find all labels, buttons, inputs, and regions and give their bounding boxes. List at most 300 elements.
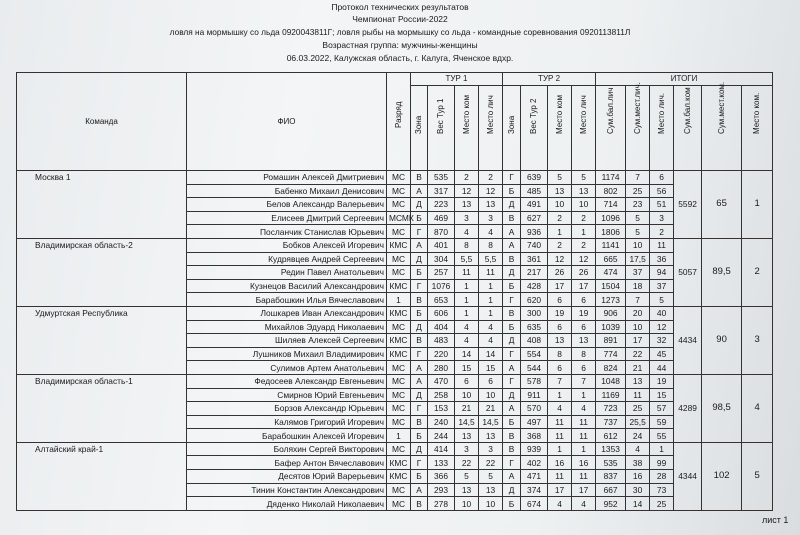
col-sum-ball-kom: Сум.бал.ком <box>674 86 702 171</box>
tour2-ves: 635 <box>521 320 548 334</box>
sum-ball-lich: 1174 <box>596 171 626 185</box>
tour2-mesto-lich: 10 <box>572 198 596 212</box>
tour2-mesto-kom: 10 <box>548 198 572 212</box>
tour1-ves: 1076 <box>428 279 455 293</box>
mesto-lich: 59 <box>650 415 674 429</box>
mesto-lich: 37 <box>650 279 674 293</box>
sum-ball-lich: 1141 <box>596 238 626 252</box>
tour2-zona: А <box>503 361 521 375</box>
tour1-zona: А <box>411 361 428 375</box>
sum-ball-lich: 474 <box>596 266 626 280</box>
tour1-mesto-kom: 11 <box>455 266 479 280</box>
tour1-zona: А <box>411 184 428 198</box>
sum-mest-lich: 13 <box>626 374 650 388</box>
tour2-zona: Г <box>503 347 521 361</box>
tour1-ves: 244 <box>428 429 455 443</box>
tour1-mesto-kom: 4 <box>455 320 479 334</box>
tour2-mesto-lich: 6 <box>572 361 596 375</box>
tour1-ves: 401 <box>428 238 455 252</box>
tour1-ves: 258 <box>428 388 455 402</box>
col-zona-2: Зона <box>503 86 521 171</box>
sum-mest-lich: 17,5 <box>626 252 650 266</box>
tour2-mesto-kom: 4 <box>548 497 572 511</box>
tour1-mesto-lich: 1 <box>479 293 503 307</box>
tour1-mesto-lich: 8 <box>479 238 503 252</box>
player-name: Шиляев Алексей Сергеевич <box>187 334 387 348</box>
sum-ball-lich: 802 <box>596 184 626 198</box>
col-itogi: ИТОГИ <box>596 73 773 86</box>
team-sum-mest: 102 <box>702 442 742 510</box>
player-name: Бобков Алексей Игоревич <box>187 238 387 252</box>
tour2-mesto-lich: 11 <box>572 415 596 429</box>
tour2-ves: 939 <box>521 442 548 456</box>
player-razryad: МС <box>387 266 411 280</box>
sum-mest-lich: 18 <box>626 279 650 293</box>
tour1-mesto-kom: 3 <box>455 442 479 456</box>
team-name: Алтайский край-1 <box>17 442 187 510</box>
tour2-ves: 639 <box>521 171 548 185</box>
player-name: Барабошкин Илья Вячеславович <box>187 293 387 307</box>
player-razryad: МС <box>387 320 411 334</box>
tour2-zona: В <box>503 429 521 443</box>
player-razryad: МС <box>387 388 411 402</box>
tour2-ves: 578 <box>521 374 548 388</box>
tour2-zona: Б <box>503 184 521 198</box>
player-name: Ромашин Алексей Дмитриевич <box>187 171 387 185</box>
tour1-mesto-kom: 13 <box>455 198 479 212</box>
tour1-mesto-lich: 3 <box>479 442 503 456</box>
tour1-ves: 483 <box>428 334 455 348</box>
tour2-mesto-kom: 16 <box>548 456 572 470</box>
tour1-ves: 240 <box>428 415 455 429</box>
player-razryad: МС <box>387 374 411 388</box>
tour1-mesto-kom: 13 <box>455 429 479 443</box>
tour1-ves: 414 <box>428 442 455 456</box>
tour2-zona: Г <box>503 456 521 470</box>
tour1-zona: А <box>411 374 428 388</box>
player-name: Елисеев Дмитрий Сергеевич <box>187 211 387 225</box>
tour2-ves: 485 <box>521 184 548 198</box>
mesto-lich: 36 <box>650 252 674 266</box>
tour1-mesto-lich: 22 <box>479 456 503 470</box>
sum-ball-lich: 667 <box>596 483 626 497</box>
tour2-mesto-lich: 6 <box>572 293 596 307</box>
tour2-mesto-lich: 8 <box>572 347 596 361</box>
sum-ball-lich: 1039 <box>596 320 626 334</box>
sheet-number: лист 1 <box>762 515 789 525</box>
sum-ball-lich: 1169 <box>596 388 626 402</box>
sum-ball-lich: 1504 <box>596 279 626 293</box>
tour1-mesto-lich: 10 <box>479 388 503 402</box>
player-razryad: 1 <box>387 429 411 443</box>
tour1-ves: 280 <box>428 361 455 375</box>
sum-mest-lich: 16 <box>626 470 650 484</box>
player-razryad: КМС <box>387 279 411 293</box>
tour1-mesto-kom: 10 <box>455 388 479 402</box>
tour2-zona: А <box>503 238 521 252</box>
tour1-ves: 220 <box>428 347 455 361</box>
tour1-ves: 293 <box>428 483 455 497</box>
tour1-zona: Б <box>411 429 428 443</box>
tour2-mesto-kom: 11 <box>548 429 572 443</box>
tour2-zona: Г <box>503 293 521 307</box>
tour1-ves: 404 <box>428 320 455 334</box>
player-razryad: КМС <box>387 334 411 348</box>
tour1-mesto-kom: 14,5 <box>455 415 479 429</box>
tour1-zona: Б <box>411 470 428 484</box>
sum-ball-lich: 714 <box>596 198 626 212</box>
tour1-zona: Б <box>411 306 428 320</box>
tour2-mesto-lich: 6 <box>572 320 596 334</box>
tour1-ves: 535 <box>428 171 455 185</box>
mesto-lich: 25 <box>650 497 674 511</box>
tour1-zona: А <box>411 238 428 252</box>
col-mesto-kom-final: Место ком. <box>742 86 773 171</box>
tour1-ves: 278 <box>428 497 455 511</box>
player-name: Кузнецов Василий Александрович <box>187 279 387 293</box>
tour2-mesto-kom: 5 <box>548 171 572 185</box>
team-name: Москва 1 <box>17 171 187 239</box>
tour1-mesto-kom: 8 <box>455 238 479 252</box>
mesto-lich: 57 <box>650 402 674 416</box>
sum-mest-lich: 11 <box>626 388 650 402</box>
tour1-zona: Г <box>411 225 428 239</box>
sum-mest-lich: 14 <box>626 497 650 511</box>
tour2-ves: 300 <box>521 306 548 320</box>
sum-mest-lich: 23 <box>626 198 650 212</box>
player-name: Дяденко Николай Николаевич <box>187 497 387 511</box>
tour2-mesto-lich: 12 <box>572 252 596 266</box>
sum-ball-lich: 665 <box>596 252 626 266</box>
team-place: 5 <box>742 442 773 510</box>
tour1-mesto-kom: 21 <box>455 402 479 416</box>
tour2-zona: Б <box>503 320 521 334</box>
tour1-mesto-kom: 4 <box>455 334 479 348</box>
sum-ball-lich: 906 <box>596 306 626 320</box>
tour1-zona: В <box>411 171 428 185</box>
mesto-lich: 56 <box>650 184 674 198</box>
player-name: Калямов Григорий Игоревич <box>187 415 387 429</box>
player-name: Десятов Юрий Варерьевич <box>187 470 387 484</box>
tour1-mesto-kom: 1 <box>455 279 479 293</box>
tour2-ves: 936 <box>521 225 548 239</box>
player-razryad: МС <box>387 198 411 212</box>
tour1-zona: Б <box>411 211 428 225</box>
tour2-mesto-kom: 6 <box>548 293 572 307</box>
tour2-zona: Д <box>503 388 521 402</box>
tour2-zona: А <box>503 470 521 484</box>
tour1-mesto-kom: 2 <box>455 171 479 185</box>
team-sum-mest: 90 <box>702 306 742 374</box>
player-name: Бафер Антон Вячеславович <box>187 456 387 470</box>
tour1-zona: В <box>411 415 428 429</box>
tour2-mesto-lich: 5 <box>572 171 596 185</box>
tour2-ves: 674 <box>521 497 548 511</box>
tour1-mesto-lich: 14 <box>479 347 503 361</box>
col-tour1: ТУР 1 <box>411 73 503 86</box>
tour1-zona: А <box>411 483 428 497</box>
tour2-mesto-lich: 1 <box>572 225 596 239</box>
tour2-zona: Б <box>503 279 521 293</box>
tour1-ves: 223 <box>428 198 455 212</box>
player-name: Смирнов Юрий Евгеньевич <box>187 388 387 402</box>
col-mesto-lich-final: Место лич. <box>650 86 674 171</box>
tour1-zona: Д <box>411 388 428 402</box>
sum-ball-lich: 891 <box>596 334 626 348</box>
tour1-zona: В <box>411 334 428 348</box>
team-sum-ball: 4344 <box>674 442 702 510</box>
tour1-ves: 653 <box>428 293 455 307</box>
tour2-mesto-kom: 12 <box>548 252 572 266</box>
tour2-zona: Д <box>503 198 521 212</box>
tour2-mesto-kom: 2 <box>548 211 572 225</box>
tour2-zona: А <box>503 402 521 416</box>
tour2-zona: В <box>503 306 521 320</box>
tour2-mesto-kom: 19 <box>548 306 572 320</box>
tour1-mesto-kom: 13 <box>455 483 479 497</box>
team-sum-ball: 5592 <box>674 171 702 239</box>
tour2-ves: 428 <box>521 279 548 293</box>
mesto-lich: 5 <box>650 293 674 307</box>
tour1-mesto-lich: 13 <box>479 483 503 497</box>
tour1-zona: Б <box>411 266 428 280</box>
player-name: Михайлов Эдуард Николаевич <box>187 320 387 334</box>
player-razryad: КМС <box>387 347 411 361</box>
tour2-mesto-lich: 1 <box>572 442 596 456</box>
team-sum-mest: 89,5 <box>702 238 742 306</box>
mesto-lich: 99 <box>650 456 674 470</box>
sum-ball-lich: 1353 <box>596 442 626 456</box>
tour2-mesto-lich: 4 <box>572 497 596 511</box>
player-name: Посланчик Станислав Юрьевич <box>187 225 387 239</box>
tour1-zona: Г <box>411 402 428 416</box>
player-razryad: КМС <box>387 456 411 470</box>
sum-ball-lich: 1096 <box>596 211 626 225</box>
mesto-lich: 12 <box>650 320 674 334</box>
table-row <box>17 374 773 388</box>
tour1-mesto-kom: 3 <box>455 211 479 225</box>
tour2-mesto-kom: 1 <box>548 442 572 456</box>
tour2-ves: 554 <box>521 347 548 361</box>
tour2-mesto-kom: 8 <box>548 347 572 361</box>
tour2-mesto-lich: 13 <box>572 184 596 198</box>
sum-mest-lich: 25,5 <box>626 415 650 429</box>
tour1-mesto-kom: 1 <box>455 293 479 307</box>
tour2-zona: В <box>503 442 521 456</box>
mesto-lich: 45 <box>650 347 674 361</box>
tour1-mesto-lich: 21 <box>479 402 503 416</box>
tour1-zona: Д <box>411 198 428 212</box>
tour2-mesto-lich: 17 <box>572 483 596 497</box>
tour1-mesto-lich: 6 <box>479 374 503 388</box>
tour1-ves: 304 <box>428 252 455 266</box>
mesto-lich: 6 <box>650 171 674 185</box>
tour1-mesto-lich: 1 <box>479 306 503 320</box>
tour1-mesto-lich: 2 <box>479 171 503 185</box>
table-row <box>17 442 773 456</box>
tour1-mesto-lich: 13 <box>479 198 503 212</box>
col-ves-1: Вес Тур 1 <box>428 86 455 171</box>
tour2-ves: 544 <box>521 361 548 375</box>
tour2-ves: 471 <box>521 470 548 484</box>
sum-ball-lich: 737 <box>596 415 626 429</box>
player-name: Белов Александр Валерьевич <box>187 198 387 212</box>
sum-mest-lich: 21 <box>626 361 650 375</box>
tour2-mesto-kom: 11 <box>548 470 572 484</box>
col-razryad: Разряд <box>387 73 411 171</box>
tour1-zona: Г <box>411 347 428 361</box>
player-razryad: МС <box>387 361 411 375</box>
tour1-zona: В <box>411 293 428 307</box>
tour2-ves: 491 <box>521 198 548 212</box>
mesto-lich: 19 <box>650 374 674 388</box>
tour2-zona: В <box>503 211 521 225</box>
tour1-mesto-kom: 4 <box>455 225 479 239</box>
sum-mest-lich: 30 <box>626 483 650 497</box>
tour2-mesto-lich: 11 <box>572 429 596 443</box>
sum-mest-lich: 22 <box>626 347 650 361</box>
team-name: Удмуртская Республика <box>17 306 187 374</box>
player-razryad: МС <box>387 252 411 266</box>
player-name: Сулимов Артем Анатольевич <box>187 361 387 375</box>
tour1-mesto-lich: 15 <box>479 361 503 375</box>
tour2-zona: В <box>503 252 521 266</box>
mesto-lich: 55 <box>650 429 674 443</box>
tour1-mesto-lich: 10 <box>479 497 503 511</box>
sum-ball-lich: 774 <box>596 347 626 361</box>
mesto-lich: 11 <box>650 238 674 252</box>
player-name: Кудрявцев Андрей Сергеевич <box>187 252 387 266</box>
player-razryad: МС <box>387 184 411 198</box>
col-zona-1: Зона <box>411 86 428 171</box>
sum-ball-lich: 824 <box>596 361 626 375</box>
team-sum-mest: 98,5 <box>702 374 742 442</box>
discipline-line: ловля на мормышку со льда 0920043811Г; ловля рыбы на мормышку со льда - командные соревнования 0920113811Л <box>169 27 631 37</box>
tour2-mesto-lich: 26 <box>572 266 596 280</box>
age-group-line: Возрастная группа: мужчины-женщины <box>322 40 478 50</box>
tour2-ves: 402 <box>521 456 548 470</box>
sum-mest-lich: 25 <box>626 402 650 416</box>
player-razryad: МС <box>387 483 411 497</box>
tour2-mesto-kom: 6 <box>548 361 572 375</box>
col-team: Команда <box>17 73 187 171</box>
tour2-mesto-lich: 7 <box>572 374 596 388</box>
player-razryad: МС <box>387 171 411 185</box>
sum-ball-lich: 1048 <box>596 374 626 388</box>
team-sum-ball: 4434 <box>674 306 702 374</box>
sum-ball-lich: 612 <box>596 429 626 443</box>
tour1-mesto-lich: 4 <box>479 334 503 348</box>
tour2-ves: 627 <box>521 211 548 225</box>
player-razryad: МСМК <box>387 211 411 225</box>
player-name: Лушников Михаил Владимирович <box>187 347 387 361</box>
tour1-mesto-kom: 22 <box>455 456 479 470</box>
results-body <box>17 171 773 511</box>
tour2-mesto-lich: 4 <box>572 402 596 416</box>
sum-mest-lich: 7 <box>626 293 650 307</box>
player-name: Федосеев Александр Евгеньевич <box>187 374 387 388</box>
sum-mest-lich: 20 <box>626 306 650 320</box>
player-name: Бабенко Михаил Денисович <box>187 184 387 198</box>
tour2-mesto-lich: 2 <box>572 238 596 252</box>
player-razryad: КМС <box>387 306 411 320</box>
tour2-mesto-lich: 2 <box>572 211 596 225</box>
sum-mest-lich: 25 <box>626 184 650 198</box>
tour2-zona: А <box>503 225 521 239</box>
player-razryad: МС <box>387 497 411 511</box>
player-razryad: КМС <box>387 470 411 484</box>
tour1-mesto-kom: 5 <box>455 470 479 484</box>
tour2-mesto-kom: 2 <box>548 238 572 252</box>
tour1-mesto-kom: 10 <box>455 497 479 511</box>
sum-mest-lich: 24 <box>626 429 650 443</box>
tour2-zona: Д <box>503 266 521 280</box>
tour2-mesto-lich: 17 <box>572 279 596 293</box>
tour2-ves: 740 <box>521 238 548 252</box>
table-row <box>17 306 773 320</box>
tour1-zona: В <box>411 497 428 511</box>
player-name: Лошкарев Иван Александрович <box>187 306 387 320</box>
col-mesto-kom-1: Место ком <box>455 86 479 171</box>
col-mesto-kom-2: Место ком <box>548 86 572 171</box>
tour1-mesto-kom: 1 <box>455 306 479 320</box>
tour1-zona: Д <box>411 442 428 456</box>
tour1-ves: 257 <box>428 266 455 280</box>
sum-ball-lich: 1273 <box>596 293 626 307</box>
tour2-ves: 217 <box>521 266 548 280</box>
results-table <box>16 72 773 511</box>
player-name: Тинин Константин Александрович <box>187 483 387 497</box>
player-name: Редин Павел Анатольевич <box>187 266 387 280</box>
tour1-mesto-lich: 1 <box>479 279 503 293</box>
tour1-zona: Д <box>411 320 428 334</box>
tour2-zona: Г <box>503 374 521 388</box>
tour1-zona: Г <box>411 279 428 293</box>
team-place: 2 <box>742 238 773 306</box>
team-sum-ball: 4289 <box>674 374 702 442</box>
tour1-mesto-lich: 4 <box>479 225 503 239</box>
mesto-lich: 32 <box>650 334 674 348</box>
col-mesto-lich-2: Место лич <box>572 86 596 171</box>
tour1-ves: 870 <box>428 225 455 239</box>
sum-ball-lich: 952 <box>596 497 626 511</box>
tour1-mesto-kom: 14 <box>455 347 479 361</box>
tour2-mesto-kom: 4 <box>548 402 572 416</box>
col-sum-mest-lich: Сум.мест.лич. <box>626 86 650 171</box>
tour2-zona: Б <box>503 497 521 511</box>
tour1-mesto-lich: 13 <box>479 429 503 443</box>
player-name: Барабошкин Алексей Игоревич <box>187 429 387 443</box>
tour2-mesto-lich: 1 <box>572 388 596 402</box>
sum-ball-lich: 723 <box>596 402 626 416</box>
col-fio: ФИО <box>187 73 387 171</box>
sum-mest-lich: 5 <box>626 225 650 239</box>
mesto-lich: 73 <box>650 483 674 497</box>
tour2-mesto-kom: 7 <box>548 374 572 388</box>
tour1-mesto-lich: 3 <box>479 211 503 225</box>
player-razryad: 1 <box>387 293 411 307</box>
team-place: 1 <box>742 171 773 239</box>
col-sum-ball-lich: Сум.бал.лич <box>596 86 626 171</box>
tour1-ves: 469 <box>428 211 455 225</box>
tour2-zona: Б <box>503 415 521 429</box>
tour2-mesto-lich: 19 <box>572 306 596 320</box>
tour1-ves: 606 <box>428 306 455 320</box>
sum-mest-lich: 17 <box>626 334 650 348</box>
tour1-mesto-lich: 4 <box>479 320 503 334</box>
team-sum-ball: 5057 <box>674 238 702 306</box>
championship-title: Чемпионат России-2022 <box>352 14 448 24</box>
